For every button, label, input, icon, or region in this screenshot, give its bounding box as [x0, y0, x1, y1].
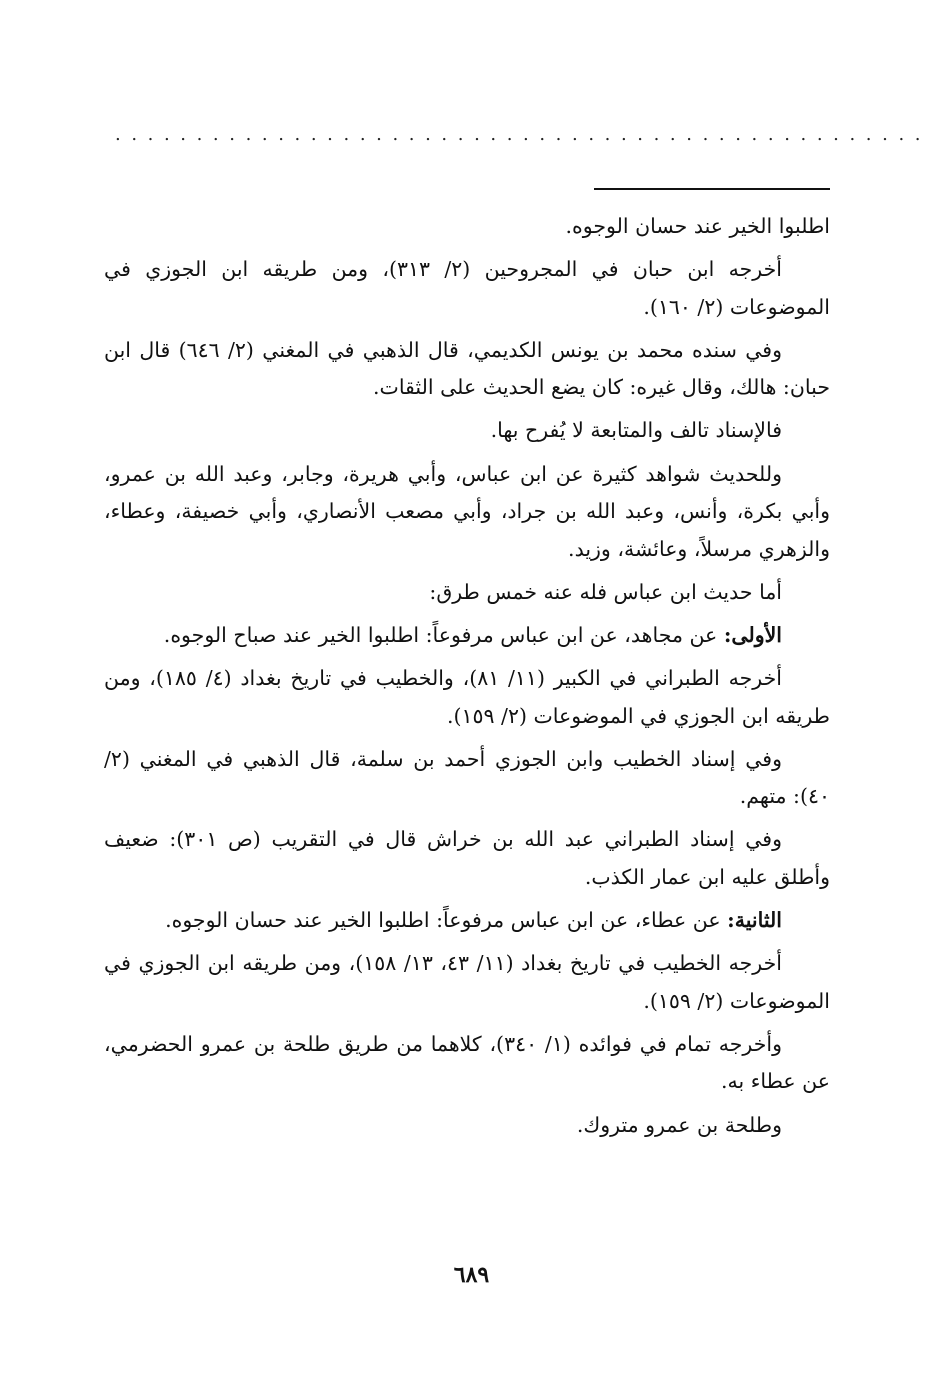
paragraph-text: أخرجه الطبراني في الكبير (١١/ ٨١)، والخطيب في تاريخ بغداد (٤/ ١٨٥)، ومن طريقه ابن الجوزي في الموضوعات (٢/ ١٥٩).	[104, 666, 830, 728]
paragraph-text: وفي سنده محمد بن يونس الكديمي، قال الذهبي في المغني (٢/ ٦٤٦) قال ابن حبان: هالك، وقال غيره: كان يضع الحديث على الثقات.	[104, 337, 830, 400]
paragraph	[104, 412, 830, 450]
page-number: ٦٨٩	[453, 1262, 490, 1288]
dotted-separator: ..................................................	[115, 124, 932, 145]
paragraph-text: وأخرجه تمام في فوائده (١/ ٣٤٠)، كلاهما من طريق طلحة بن عمرو الحضرمي، عن عطاء به.	[104, 1031, 830, 1094]
paragraph	[104, 1026, 830, 1101]
paragraph-text: أخرجه ابن حبان في المجروحين (٢/ ٣١٣)، ومن طريقه ابن الجوزي في الموضوعات (٢/ ١٦٠).	[104, 257, 830, 319]
paragraph	[104, 945, 830, 1020]
paragraph-text: وفي إسناد الخطيب وابن الجوزي أحمد بن سلمة، قال الذهبي في المغني (٢/ ٤٠): متهم.	[104, 746, 830, 809]
paragraph	[104, 741, 830, 816]
paragraph-text: وللحديث شواهد كثيرة عن ابن عباس، وأبي هريرة، وجابر، وعبد الله بن عمرو، وأبي بكرة، وأنس، وعبد الله بن جراد، وأبي مصعب الأنصاري، وأبي خصيفة، وعطاء، والزهري مرسلاً، وعائشة، وزيد.	[104, 461, 830, 561]
paragraph-lead-word: الثانية:	[727, 908, 782, 933]
paragraph	[104, 660, 830, 735]
paragraph-text: اطلبوا الخير عند حسان الوجوه.	[565, 214, 830, 238]
paragraph-text: وفي إسناد الطبراني عبد الله بن خراش قال في التقريب (ص ٣٠١): ضعيف وأطلق عليه ابن عمار الكذب.	[104, 827, 830, 889]
paragraph	[104, 251, 830, 326]
paragraph	[104, 456, 830, 569]
paragraph-text: عن مجاهد، عن ابن عباس مرفوعاً: اطلبوا الخير عند صباح الوجوه.	[163, 622, 724, 647]
paragraph	[104, 821, 830, 896]
paragraph-lead-word: الأولى:	[723, 622, 782, 647]
paragraph-text: عن عطاء، عن ابن عباس مرفوعاً: اطلبوا الخير عند حسان الوجوه.	[165, 908, 728, 933]
footnote-rule	[594, 188, 830, 190]
paragraph-text: فالإسناد تالف والمتابعة لا يُفرح بها.	[490, 418, 782, 443]
paragraph	[104, 902, 830, 940]
page-text-body	[104, 208, 830, 1150]
paragraph-text: وطلحة بن عمرو متروك.	[576, 1112, 782, 1137]
paragraph	[104, 208, 830, 246]
paragraph	[104, 332, 830, 407]
paragraph	[104, 574, 830, 612]
paragraph	[104, 1107, 830, 1145]
paragraph-text: أخرجه الخطيب في تاريخ بغداد (١١/ ٤٣، ١٣/ ١٥٨)، ومن طريقه ابن الجوزي في الموضوعات (٢/ ١٥٩).	[104, 951, 830, 1013]
paragraph-text: أما حديث ابن عباس فله عنه خمس طرق:	[429, 579, 782, 604]
paragraph	[104, 617, 830, 655]
